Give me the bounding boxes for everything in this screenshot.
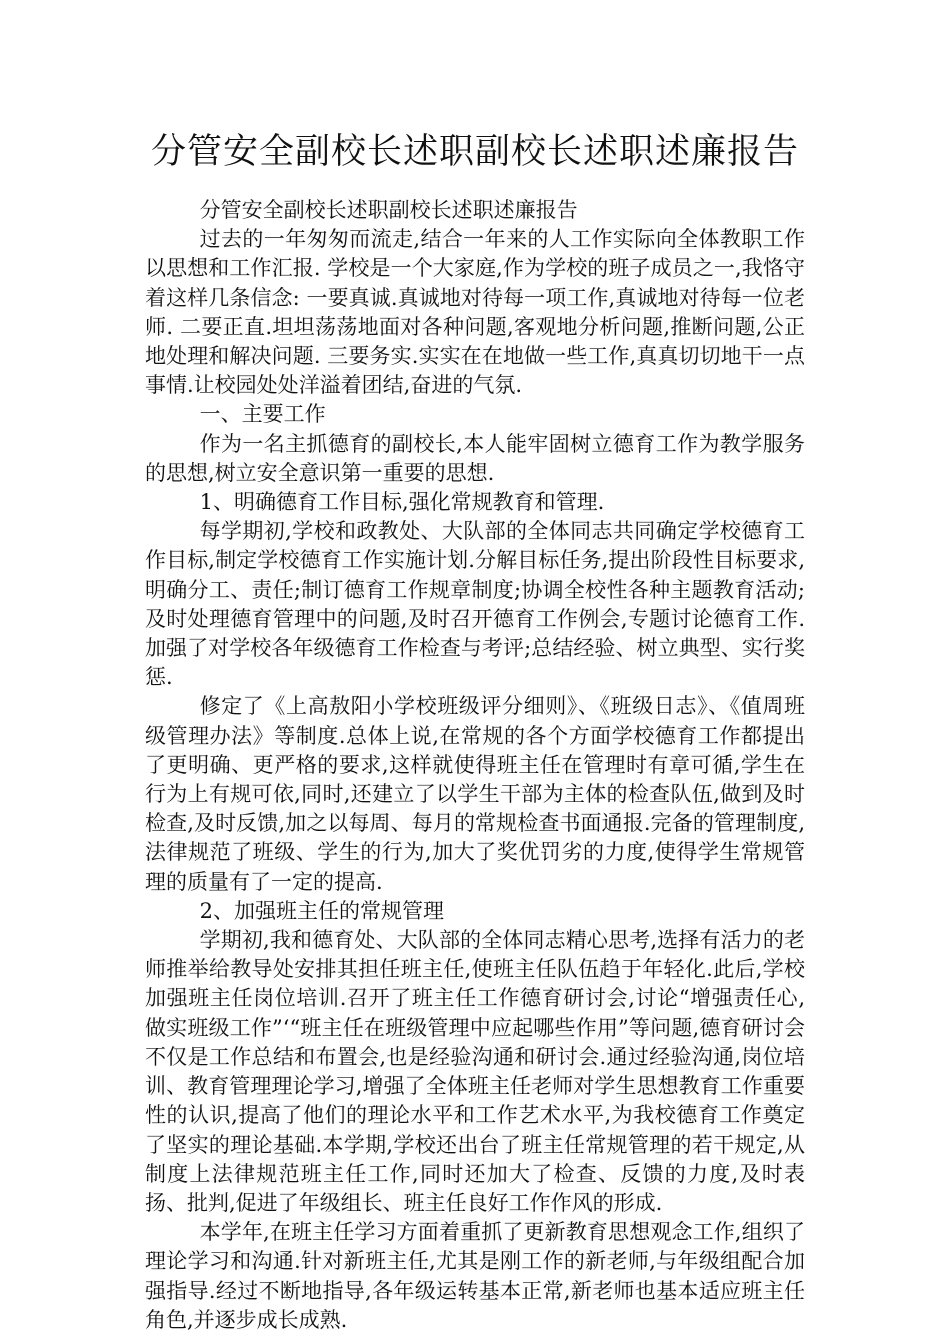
body-paragraph: 学期初,我和德育处、大队部的全体同志精心思考,选择有活力的老师推举给教导处安排其担任班主任,使班主任队伍趋于年轻化.此后,学校加强班主任岗位培训.召开了班主任工作德育研讨会,讨论“增强责任心,做实班级工作”‘“班主任在班级管理中应起哪些作用”等问题,德育研讨会不仅是工作总结和布置会,也是经验沟通和研讨会.通过经验沟通,岗位培训、教育管理理论学习,增强了全体班主任老师对学生思想教育工作重要性的认识,提高了他们的理论水平和工作艺术水平,为我校德育工作奠定了坚实的理论基础.本学期,学校还出台了班主任常规管理的若干规定,从制度上法律规范班主任工作,同时还加大了检查、反馈的力度,及时表扬、批判,促进了年级组长、班主任良好工作作风的形成. [145,928,805,1215]
section-heading: 一、主要工作 [199,402,326,427]
subsection-heading: 1、明确德育工作目标,强化常规教育和管理. [199,490,605,515]
document-title: 分管安全副校长述职副校长述职述廉报告 [150,132,799,172]
subsection-heading: 2、加强班主任的常规管理 [199,898,444,923]
body-paragraph: 分管安全副校长述职副校长述职述廉报告 [199,198,578,222]
body-paragraph: 每学期初,学校和政教处、大队部的全体同志共同确定学校德育工作目标,制定学校德育工作实施计划.分解目标任务,提出阶段性目标要求,明确分工、责任;制订德育工作规章制度;协调全校性各种主题教育活动;及时处理德育管理中的问题,及时召开德育工作例会,专题讨论德育工作.加强了对学校各年级德育工作检查与考评;总结经验、树立典型、实行奖惩. [145,519,805,690]
body-paragraph: 修定了《上高敖阳小学校班级评分细则》、《班级日志》、《值周班级管理办法》等制度.总体上说,在常规的各个方面学校德育工作都提出了更明确、更严格的要求,这样就使得班主任在管理时有章可循,学生在行为上有规可依,同时,还建立了以学生干部为主体的检查队伍,做到及时检查,及时反馈,加之以每周、每月的常规检查书面通报.完备的管理制度,法律规范了班级、学生的行为,加大了奖优罚劣的力度,使得学生常规管理的质量有了一定的提高. [145,694,805,894]
body-paragraph: 过去的一年匆匆而流走,结合一年来的人工作实际向全体教职工作以思想和工作汇报. 学校是一个大家庭,作为学校的班子成员之一,我恪守着这样几条信念: 一要真诚.真诚地对待每一项工作,真诚地对待每一位老师. 二要正直.坦坦荡荡地面对各种问题,客观地分析问题,推断问题,公正地处理和解决问题. 三要务实.实实在在地做一些工作,真真切切地干一点事情.让校园处处洋溢着团结,奋进的气氛. [145,227,805,398]
body-paragraph: 本学年,在班主任学习方面着重抓了更新教育思想观念工作,组织了理论学习和沟通.针对新班主任,尤其是刚工作的新老师,与年级组配合加强指导.经过不断地指导,各年级运转基本正常,新老师也基本适应班主任角色,并逐步成长成熟. [145,1220,805,1332]
document-body [145,196,805,1335]
body-paragraph: 作为一名主抓德育的副校长,本人能牢固树立德育工作为教学服务的思想,树立安全意识第一重要的思想. [145,431,805,485]
document-page [145,0,805,1335]
